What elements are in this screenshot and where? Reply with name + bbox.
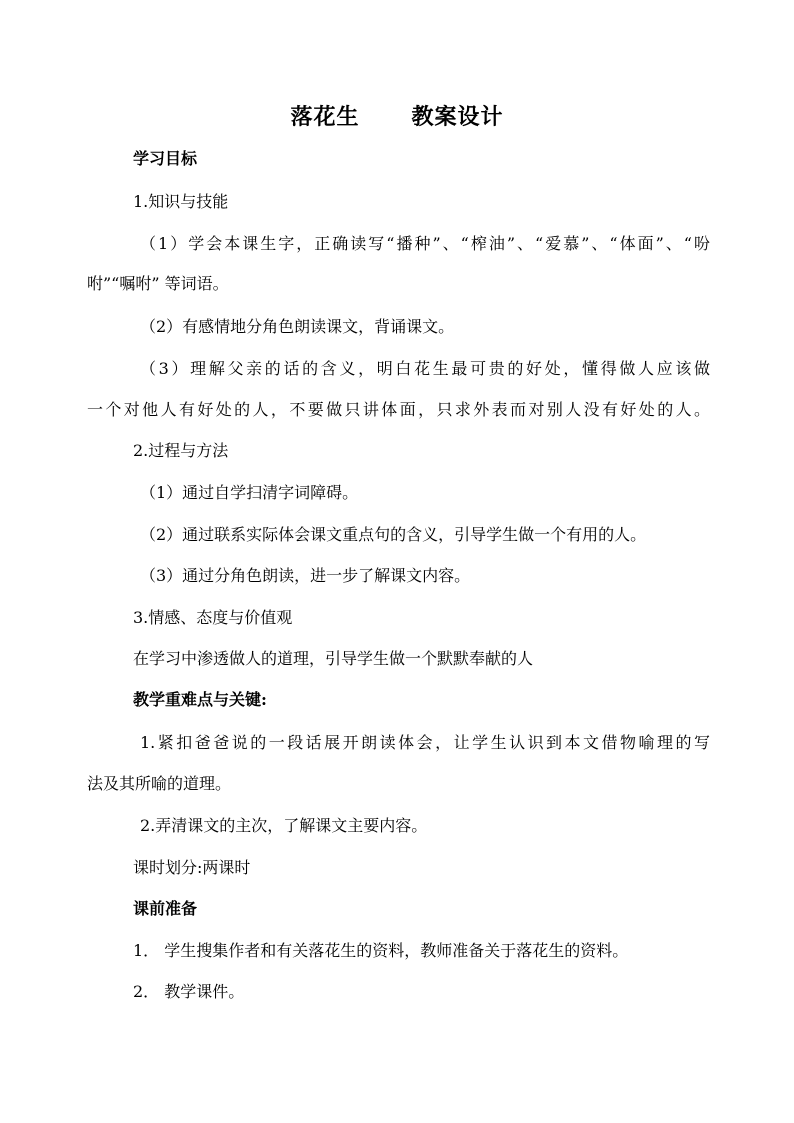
heading-process-methods: 2.过程与方法	[133, 441, 229, 460]
preparation-item-1: 1． 学生搜集作者和有关落花生的资料，教师准备关于落花生的资料。	[133, 941, 629, 960]
preparation-item-2: 2． 教学课件。	[133, 982, 245, 1001]
heading-preparation: 课前准备	[133, 899, 198, 918]
document-title: 落花生 教案设计	[290, 104, 504, 130]
objective-knowledge-item-1-line-2: 咐”“嘱咐” 等词语。	[87, 274, 229, 293]
objective-process-item-2: （2）通过联系实际体会课文重点句的含义，引导学生做一个有用的人。	[140, 525, 647, 544]
objective-knowledge-item-3-line-2: 一个对他人有好处的人，不要做只讲体面，只求外表而对别人没有好处的人。	[87, 400, 710, 419]
heading-key-points: 教学重难点与关键:	[133, 690, 267, 709]
heading-emotion-values: 3.情感、态度与价值观	[133, 608, 293, 627]
objective-process-item-1: （1）通过自学扫清字词障碍。	[140, 483, 359, 502]
objective-emotion-text: 在学习中渗透做人的道理，引导学生做一个默默奉献的人	[133, 649, 534, 668]
objective-process-item-3: （3）通过分角色朗读，进一步了解课文内容。	[140, 566, 471, 585]
objective-knowledge-item-3-line-1: （3）理解父亲的话的含义，明白花生最可贵的好处，懂得做人应该做	[140, 359, 710, 378]
heading-knowledge-skills: 1.知识与技能	[133, 192, 229, 211]
objective-knowledge-item-1-line-1: （1）学会本课生字，正确读写“播种”、“榨油”、“爱慕”、“体面”、“吩	[140, 234, 710, 253]
key-point-item-2: 2.弄清课文的主次，了解课文主要内容。	[140, 816, 428, 835]
key-point-item-1-line-1: 1.紧扣爸爸说的一段话展开朗读体会，让学生认识到本文借物喻理的写	[140, 733, 710, 752]
objective-knowledge-item-2: （2）有感情地分角色朗读课文，背诵课文。	[140, 317, 455, 336]
key-point-item-1-line-2: 法及其所喻的道理。	[87, 774, 232, 793]
heading-objectives: 学习目标	[133, 149, 198, 168]
schedule-text: 课时划分:两课时	[133, 858, 251, 877]
